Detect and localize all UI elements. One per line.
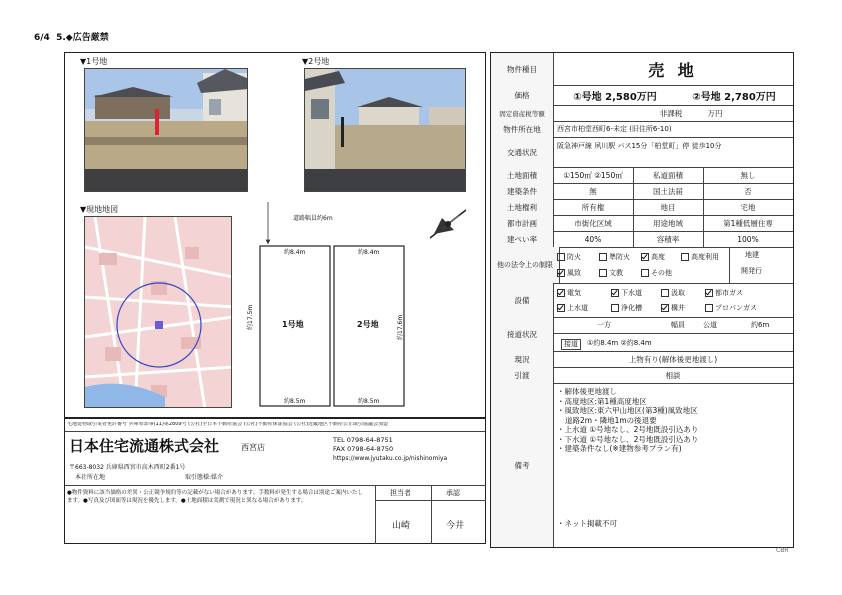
- company-tel: TEL 0798-64-8751: [333, 436, 393, 444]
- road-width: 約6m: [751, 321, 770, 329]
- law-extra-2: 開発行: [741, 267, 762, 275]
- value-land-area: ①150㎡ ②150㎡: [563, 170, 623, 180]
- label-traffic: 交通状況: [491, 137, 554, 167]
- staff-label-2: 承認: [446, 489, 460, 497]
- row-price: [491, 85, 793, 106]
- row-tax: [491, 105, 793, 122]
- facility-checkbox-1[interactable]: 下水道: [611, 288, 642, 298]
- lot1-side-dim: 約17.5m: [247, 304, 254, 330]
- lot1-label: 1号地: [282, 320, 304, 329]
- row-handover: [491, 367, 793, 384]
- road-contact-label: 接道: [561, 339, 581, 350]
- label-bcr: 建ぺい率: [491, 231, 554, 247]
- license-text: 宅地建物取引業者免許番号 兵庫県知事(11)第2809号 (公社)全日本不動産協会 (公社)不動産保証協会 (公社)近畿地区不動産公正取引協議会加盟: [67, 422, 389, 427]
- value-handover: 相談: [665, 370, 681, 380]
- lot1-top-dim: 約8.4m: [284, 249, 306, 256]
- company-branch: 西宮店: [241, 443, 265, 452]
- deal-type: 取引態様:媒介: [185, 474, 224, 481]
- value-zoning: 第1種低層住専: [723, 218, 773, 228]
- value-far: 100%: [737, 234, 759, 244]
- label-tax: 固定資産税等額: [491, 105, 554, 121]
- label-law: 他の法令上の制限: [491, 247, 560, 283]
- label-road: 接道状況: [491, 317, 554, 351]
- label-facility: 設備: [491, 283, 554, 317]
- label-private-road: 私道面積: [653, 170, 683, 180]
- label-zoning: 用途地域: [653, 218, 683, 228]
- road-contact-value: ①約8.4m ②約8.4m: [587, 339, 652, 347]
- row-remarks: [491, 383, 793, 547]
- label-land-law: 国土法届: [653, 186, 683, 196]
- page-header: [34, 34, 109, 43]
- value-land-law: 否: [744, 186, 752, 196]
- row-bcr: [491, 231, 793, 248]
- row-law: [491, 247, 793, 284]
- property-table: [490, 52, 794, 548]
- law-checkbox-0[interactable]: 防火: [557, 252, 581, 262]
- label-build-cond: 建築条件: [491, 183, 554, 199]
- lot2-top-dim: 約8.4m: [358, 249, 380, 256]
- remark-item: ・風致地区:東六甲山地区(第3種)風致地区: [557, 406, 698, 415]
- value-build-cond: 無: [589, 186, 597, 196]
- location-map[interactable]: [84, 216, 232, 408]
- remark-item: ・下水道 ①号地なし、2号地既設引込あり: [557, 434, 699, 444]
- label-land-area: 土地面積: [491, 167, 554, 183]
- value-tax-unit: 万円: [707, 108, 723, 118]
- remark-item: ・建築条件なし(※建物参考プラン有): [557, 444, 682, 453]
- lot2-bottom-dim: 約8.5m: [358, 398, 380, 405]
- row-traffic: [491, 137, 793, 168]
- law-checkbox-2[interactable]: 高度: [641, 252, 665, 262]
- label-remarks: 備考: [491, 383, 554, 547]
- lot1-bottom-dim: 約8.5m: [284, 398, 306, 405]
- value-city-plan: 市街化区域: [574, 218, 612, 228]
- lot2-label: 2号地: [357, 320, 379, 329]
- company-address: 〒663-8032 兵庫県西宮市高木西町2番1号: [69, 464, 186, 471]
- label-status: 現況: [491, 351, 554, 367]
- row-facility: [491, 283, 793, 318]
- section-title: 5.◆広告厳禁: [56, 33, 109, 43]
- remarks-list: [557, 387, 698, 454]
- value-type: 売 地: [648, 60, 698, 80]
- label-price: 価格: [491, 85, 554, 105]
- value-land-right: 所有権: [581, 202, 605, 212]
- label-address: 物件所在地: [491, 121, 554, 137]
- value-private-road: 無し: [740, 170, 756, 180]
- road-width-label: 幅員: [671, 321, 685, 329]
- notice-text: ●物件資料に該当価格の差異・公正競争規約等の記載がない場合があります。手数料が発生する場合は別途ご案内いたします。●写真及び図面等は現況を優先します。●土地面積は実測で現況と異なる場合があります。: [67, 490, 363, 504]
- label-chimoku: 地目: [660, 202, 676, 212]
- facility-checkbox-4[interactable]: 上水道: [557, 303, 588, 313]
- remark-item: ・解体後更地渡し: [557, 387, 617, 396]
- page-number: 6/4: [34, 33, 50, 43]
- lot2-side-dim: 約17.6m: [397, 314, 404, 340]
- value-status: 上物有り(解体後更地渡し): [628, 354, 718, 364]
- remark-item: ・高度地区:第1種高度地区: [557, 396, 647, 406]
- plot-diagram: [236, 196, 486, 418]
- law-checkbox-6[interactable]: その他: [641, 268, 672, 278]
- row-land-area: [491, 167, 793, 184]
- label-land-right: 土地権利: [491, 199, 554, 215]
- law-extra-1: 地建: [745, 251, 759, 259]
- road-side: 一方: [597, 321, 611, 329]
- facility-checkbox-0[interactable]: 電気: [557, 288, 581, 298]
- law-checkbox-4[interactable]: 風致: [557, 268, 581, 278]
- row-land-right: [491, 199, 793, 216]
- price-lot1: ①号地 2,580万円: [573, 91, 657, 103]
- company-fax: FAX 0798-64-8750: [333, 445, 394, 453]
- value-chimoku: 宅地: [740, 202, 756, 212]
- lot2-photo: [304, 68, 466, 192]
- road-type: 公道: [703, 321, 717, 329]
- row-address: [491, 121, 793, 138]
- label-handover: 引渡: [491, 367, 554, 383]
- label-far: 容積率: [656, 234, 680, 244]
- staff-name-2: 今井: [446, 521, 465, 531]
- remark-item: 道路2m・隣地1mの後退要: [565, 415, 657, 425]
- row-road: [491, 317, 793, 352]
- row-build-cond: [491, 183, 793, 200]
- row-type: [491, 53, 793, 86]
- road-width-label: 道路幅員約6m: [293, 215, 333, 222]
- label-city-plan: 都市計画: [491, 215, 554, 231]
- value-bcr: 40%: [584, 234, 602, 244]
- footer-code: CBR: [776, 547, 789, 554]
- company-name: 日本住宅流通株式会社: [69, 437, 220, 455]
- value-traffic: 阪急神戸線 夙川駅 バス15分「柏堂町」停 徒歩10分: [557, 142, 722, 150]
- lot2-photo-caption: ▼2号地: [302, 57, 330, 66]
- facility-checkbox-3[interactable]: 都市ガス: [705, 288, 743, 298]
- staff-name-1: 山崎: [392, 521, 411, 531]
- staff-stamp-box: [375, 485, 486, 544]
- facility-checkbox-6[interactable]: 構井: [661, 303, 685, 313]
- staff-label-1: 担当者: [390, 489, 411, 497]
- law-checkbox-1[interactable]: 準防火: [599, 252, 630, 262]
- law-checkbox-3[interactable]: 高度利用: [681, 252, 719, 262]
- honsha-label: 本社所在地: [75, 474, 106, 481]
- price-lot2: ②号地 2,780万円: [692, 91, 776, 103]
- map-caption: ▼現地地図: [80, 205, 119, 214]
- label-type: 物件種目: [491, 53, 554, 85]
- remark-item: ・上水道 ①号地なし、2号地既設引込あり: [557, 425, 699, 434]
- facility-checkbox-2[interactable]: 汲取: [661, 288, 685, 298]
- company-url[interactable]: https://www.jyutaku.co.jp/nishinomiya: [333, 455, 448, 462]
- value-address: 西宮市柏堂西町6-未定 (旧住所6-10): [557, 125, 672, 133]
- facility-checkbox-5[interactable]: 浄化槽: [611, 303, 642, 313]
- row-city-plan: [491, 215, 793, 232]
- lot1-photo-caption: ▼1号地: [80, 57, 108, 66]
- remark-net: ・ネット掲載不可: [557, 519, 617, 528]
- facility-checkbox-7[interactable]: プロパンガス: [705, 303, 757, 313]
- law-checkbox-5[interactable]: 文教: [599, 268, 623, 278]
- value-tax: 非課税: [659, 108, 683, 118]
- company-box: [64, 418, 486, 544]
- lot1-photo: [84, 68, 248, 192]
- row-status: [491, 351, 793, 368]
